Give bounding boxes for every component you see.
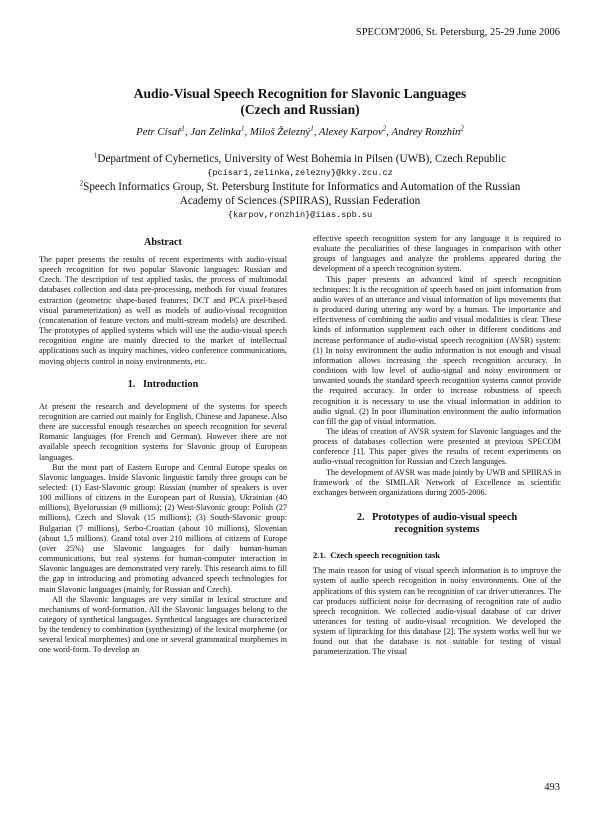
paper-title [0,86,600,118]
author: Miloš Železný$^1$ [249,124,314,138]
affiliation-1-email[interactable]: {pcisar1,zelinka,zelezny}@kky.zcu.cz [207,168,393,178]
right-paragraph-4: The development of AVSR was made jointly by UWB and SPIIRAS in framework of the SIMILAR Network of Excellence as scientific exchanges between organizations during 2005-2006. [313,467,561,497]
author: Andrey Ronzhin$^2$ [391,124,464,138]
title-line-1: Audio-Visual Speech Recognition for Slavonic Languages [133,86,467,101]
running-header: SPECOM'2006, St. Petersburg, 25-29 June 2006 [355,27,560,38]
affiliation-2: $^2$Speech Informatics Group, St. Petersburg Institute for Informatics and Automation of the Russian Academy of Sciences (SPIIRAS), Russian Federation {karpov,ronzhin}@iias.spb.su [0,180,600,222]
intro-paragraph-3: All the Slavonic languages are very similar in lexical structure and mechanisms of word-formation. All the Slavonic languages belong to the category of synthetical languages. Synthetical languages are characterized by the tendency to combination (synthesizing) of the lexical morpheme (or several lexical morphemes) and one or several grammatical morphemes in one word-form. To develop an [39,594,287,655]
left-column [39,237,287,656]
subsection-2-1-paragraph: The main reason for using of visual speech information is to improve the system of audio speech recognition in noisy environments. One of the applications of this system can be recognition of car driver utterances. The car produces sufficient noise for decreasing of recognition rate of audio speech recognition. We collected audio-visual database of car driver utterances for testing of audio-visual recognition. We developed the system of liptracking for this database [2]. The system works well but we found out that the database is not suitable for testing of visual parameterization. The visual [313,566,561,657]
section-1-heading: 1. Introduction [127,378,199,390]
author-list: Petr Císař$^1$, Jan Zelinka$^1$, Miloš Železný$^1$, Alexey Karpov$^2$, Andrey Ronzhin$^2$ [136,124,464,138]
page-number: 493 [544,782,560,793]
title-line-2: (Czech and Russian) [240,102,360,117]
abstract-heading: Abstract [144,237,182,248]
intro-paragraph-2: But the most part of Eastern Europe and Central Europe speaks on Slavonic languages. Inside Slavonic linguistic family three groups can be selected: (1) East-Slavonic group: Russian (number of speakers is over 100 millions of citizens in the European part of Russia), Ukrainian (40 millions), Byelorussian (9 millions); (2) West-Slavonic group: Polish (27 millions), Czech and Slovak (15 millions); (3) South-Slavonic group: Bulgarian (7 millions), Serbo-Croatian (about 10 millions), Slovenian (about 1,5 millions). Grand total over 210 millions of citizens of Europe (over 25%) use Slavonic languages for daily human-human communications, but real systems for human-computer interaction in Slavonic languages are demonstrated very rarely. This research aims to fill the gap in introducing and promoting advanced speech technologies for main Slavonic languages (mainly, for Russian and Czech). [39,462,287,594]
right-paragraph-2: This paper presents an advanced kind of speech recognition techniques: It is the recognition of speech based on joint information from audio waves of an utterance and visual information of lips movements that is produced during uttering any word by a human. The importance and effectiveness of combining the audio and visual modalities is clear. These kinds of information supplement each other in different conditions and increase performance of audio-visual speech recognition (AVSR) system: (1) In noisy environment the audio information is not enough and visual information allows increasing the speech recognition accuracy. In conditions with low level of audio-signal and noisy environment or unwanted sounds the standard speech recognition systems cannot provide the required accuracy. In order to increase robustness of speech recognition it is necessary to use the visual information in addition to audio signal. (2) In poor illumination environment the audio information can fill the gap of visual information. [313,274,561,426]
subsection-2-1-heading: 2.1. Czech speech recognition task [313,550,441,561]
author: Alexey Karpov$^2$ [318,124,387,138]
author: Petr Císař$^1$ [136,124,185,138]
intro-paragraph-1: At present the research and development of the systems for speech recognition are carried out mainly for English, Chinese and Japanese. Also there are successful enough researches on speech recognition for several Romanic languages (for French and German). However there are not available speech recognition systems for Slavonic group of European languages. [39,401,287,462]
affiliation-1: $^1$Department of Cybernetics, University of West Bohemia in Pilsen (UWB), Czech Republic {pcisar1,zelinka,zelezny}@kky.zcu.cz [0,152,600,180]
affiliation-2-email[interactable]: {karpov,ronzhin}@iias.spb.su [227,210,373,220]
right-paragraph-3: The ideas of creation of AVSR system for Slavonic languages and the process of databases collection were presented at previous SPECOM conference [1]. This paper gives the results of recent experiments on audio-visual recognition for Russian and Czech languages. [313,426,561,467]
author: Jan Zelinka$^1$ [190,124,245,138]
abstract-text: The paper presents the results of recent experiments with audio-visual speech recognition for two popular Slavonic languages: Russian and Czech. The description of test applied tasks, the process of multimodal databases collection and data pre-processing, methods for visual features extraction (geometric shape-based features; DCT and PCA pixel-based visual parameterization) as well as models of audio-visual recognition (concatenation of feature vectors and multi-stream models) are described. The prototypes of applied systems which will use the audio-visual speech recognition engine are mainly directed to the market of intellectual applications such as inquiry machines, video conference communications, moving objects control in noisy environments, etc. [39,255,287,366]
right-paragraph-1: effective speech recognition system for any language it is required to evaluate the peculiarities of these languages in comparison with other groups of languages and analyze the problems appeared during the development of a speech recognition system. [313,234,561,274]
section-2-heading: 2. Prototypes of audio-visual speech recognition systems [356,512,518,536]
right-column [313,234,561,658]
